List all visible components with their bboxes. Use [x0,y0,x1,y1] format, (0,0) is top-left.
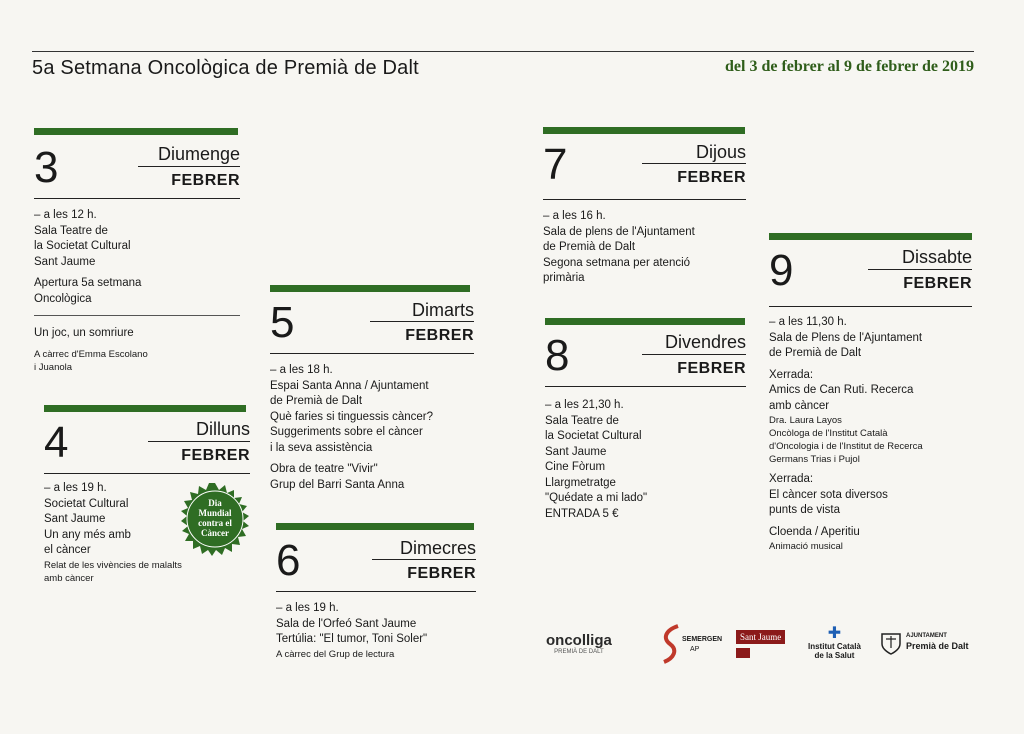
credit-line: i Juanola [34,361,73,373]
page-title: 5a Setmana Oncològica de Premià de Dalt [32,57,419,79]
place-line: Societat Cultural [44,497,129,510]
ics-logo [808,626,861,660]
day-bar [769,233,972,240]
day-block-9 [769,233,972,593]
place-line: Cine Fòrum [545,461,606,473]
day-block-3 [34,128,240,378]
event-line: Apertura 5a setmana [34,277,142,289]
weekday: Diumenge [157,144,240,164]
event-time: – a les 19 h. [276,602,339,614]
weekday: Divendres [664,332,746,352]
day-bar [545,318,745,325]
day-bar [44,405,246,412]
weekday: Dimarts [412,300,474,320]
event-line: Obra de teatre "Vivir" [270,463,378,475]
place-line: de Premià de Dalt [543,241,636,253]
month: FEBRER [903,275,972,292]
header-rule [769,306,972,307]
talk-line: amb càncer [769,399,830,412]
place-line: Llargmetratge [545,476,616,489]
weekday-underline [148,441,250,442]
oncolliga-sub: PREMIÀ DE DALT [554,649,604,655]
closing-line: Cloenda / Aperitiu [769,525,860,538]
semergen-text: SEMERGEN [682,636,723,643]
place-line: Sala Teatre de [545,414,619,427]
place-line: Tertúlia: "El tumor, Toni Soler" [276,633,428,645]
separator [34,315,240,316]
place-line: i la seva assistència [270,441,373,454]
ics-line: de la Salut [814,651,855,660]
day-block-5 [270,285,474,495]
speaker-line: d'Oncologia i de l'Institut de Recerca [769,441,923,452]
talk-line: Amics de Can Ruti. Recerca [769,384,914,396]
event-line: Oncològica [34,292,92,305]
talk-line: Xerrada: [769,368,814,381]
sant-jaume-mark-icon [736,648,750,658]
day-number: 6 [276,536,301,585]
semergen-mark-icon [660,624,686,664]
header-rule [276,591,476,592]
day-details [270,363,474,493]
weekday: Dissabte [901,247,972,267]
day-details [276,601,476,661]
month: FEBRER [181,447,250,464]
weekday-underline [642,354,746,355]
month: FEBRER [405,327,474,344]
ajuntament-logo [880,630,969,659]
place-line: Segona setmana per atenció [543,256,691,269]
talk-line: Xerrada: [769,473,814,485]
place-line: Sala de Plens de l'Ajuntament [769,331,923,344]
event-time: – a les 19 h. [44,482,107,494]
day-details [34,208,240,374]
event-line: el càncer [44,544,91,556]
badge-line: Dia [208,498,222,508]
header-rule [543,199,746,200]
place-line: de Premià de Dalt [270,395,363,407]
weekday-underline [370,321,474,322]
header-rule [545,386,746,387]
event-time: – a les 12 h. [34,209,97,221]
header-rule [34,198,240,199]
event-line: Un joc, un somriure [34,327,134,339]
day-details [545,398,746,522]
day-number: 4 [44,418,69,467]
place-line: Sala de l'Orfeó Sant Jaume [276,617,417,630]
place-line: Sant Jaume [545,445,607,458]
semergen-sub: AP [690,646,700,653]
sponsor-logos [546,624,976,668]
month: FEBRER [171,172,240,189]
event-time: – a les 21,30 h. [545,399,624,411]
day-number: 8 [545,331,570,380]
ics-line: Institut Català [808,642,861,651]
day-bar [543,127,745,134]
day-details [543,209,746,287]
music-line: Animació musical [769,541,843,552]
oncolliga-text: oncolliga [546,632,612,649]
sant-jaume-logo [736,630,785,658]
speaker-line: Germans Trias i Pujol [769,454,860,465]
weekday-underline [642,163,746,164]
date-range: del 3 de febrer al 9 de febrer de 2019 [725,58,974,75]
speaker-line: Oncòloga de l'Institut Català [769,428,888,439]
weekday: Dilluns [195,419,250,439]
day-bar [276,523,474,530]
place-line: Suggeriments sobre el càncer [270,426,423,438]
month: FEBRER [407,565,476,582]
place-line: Sala de plens de l'Ajuntament [543,225,695,238]
oncolliga-logo [546,632,612,655]
place-line: la Societat Cultural [34,240,131,252]
place-line: Sant Jaume [34,255,96,268]
event-time: – a les 11,30 h. [769,316,847,328]
day-number: 9 [769,246,794,295]
weekday: Dimecres [399,538,476,558]
place-line: Sala Teatre de [34,224,108,237]
day-details [769,315,972,553]
credit-line: A càrrec d'Emma Escolano [34,348,148,360]
credit-line: amb càncer [44,572,94,584]
place-line: "Quédate a mi lado" [545,492,648,504]
day-block-7 [543,127,746,297]
day-bar [34,128,238,135]
event-time: – a les 18 h. [270,364,333,376]
day-number: 5 [270,298,295,347]
event-line: Grup del Barri Santa Anna [270,478,405,491]
place-line: Sant Jaume [44,513,106,525]
ajuntament-name: Premià de Dalt [906,641,969,651]
talk-line: El càncer sota diversos [769,488,888,501]
day-number: 3 [34,143,59,192]
semergen-logo [660,624,723,667]
place-line: Què faries si tinguessis càncer? [270,410,433,423]
health-cross-icon: ✚ [827,625,842,642]
day-number: 7 [543,140,568,189]
place-line: Espai Santa Anna / Ajuntament [270,379,429,392]
coat-of-arms-icon [880,630,902,656]
place-line: primària [543,272,585,284]
month: FEBRER [677,169,746,186]
month: FEBRER [677,360,746,377]
sant-jaume-text: Sant Jaume [736,630,785,644]
place-line: la Societat Cultural [545,430,642,442]
weekday-underline [868,269,972,270]
event-time: – a les 16 h. [543,210,606,222]
speaker-line: Dra. Laura Layos [769,415,842,426]
place-line: ENTRADA 5 € [545,507,619,520]
top-rule [32,51,974,52]
talk-line: punts de vista [769,504,840,516]
event-line: Un any més amb [44,528,131,541]
badge-line: Mundial [198,508,232,518]
credit-line: Relat de les vivències de malalts [44,559,182,571]
day-bar [270,285,470,292]
header-rule [44,473,250,474]
badge-line: contra el [198,518,232,528]
credit-line: A càrrec del Grup de lectura [276,648,395,660]
header-rule [270,353,474,354]
weekday-underline [138,166,240,167]
day-block-6 [276,523,476,673]
badge-line: Càncer [201,528,229,538]
place-line: de Premià de Dalt [769,347,862,359]
weekday: Dijous [695,142,746,162]
ajuntament-text: AJUNTAMENT [906,633,947,639]
weekday-underline [372,559,476,560]
badge-text [178,498,252,538]
day-block-8 [545,318,746,528]
